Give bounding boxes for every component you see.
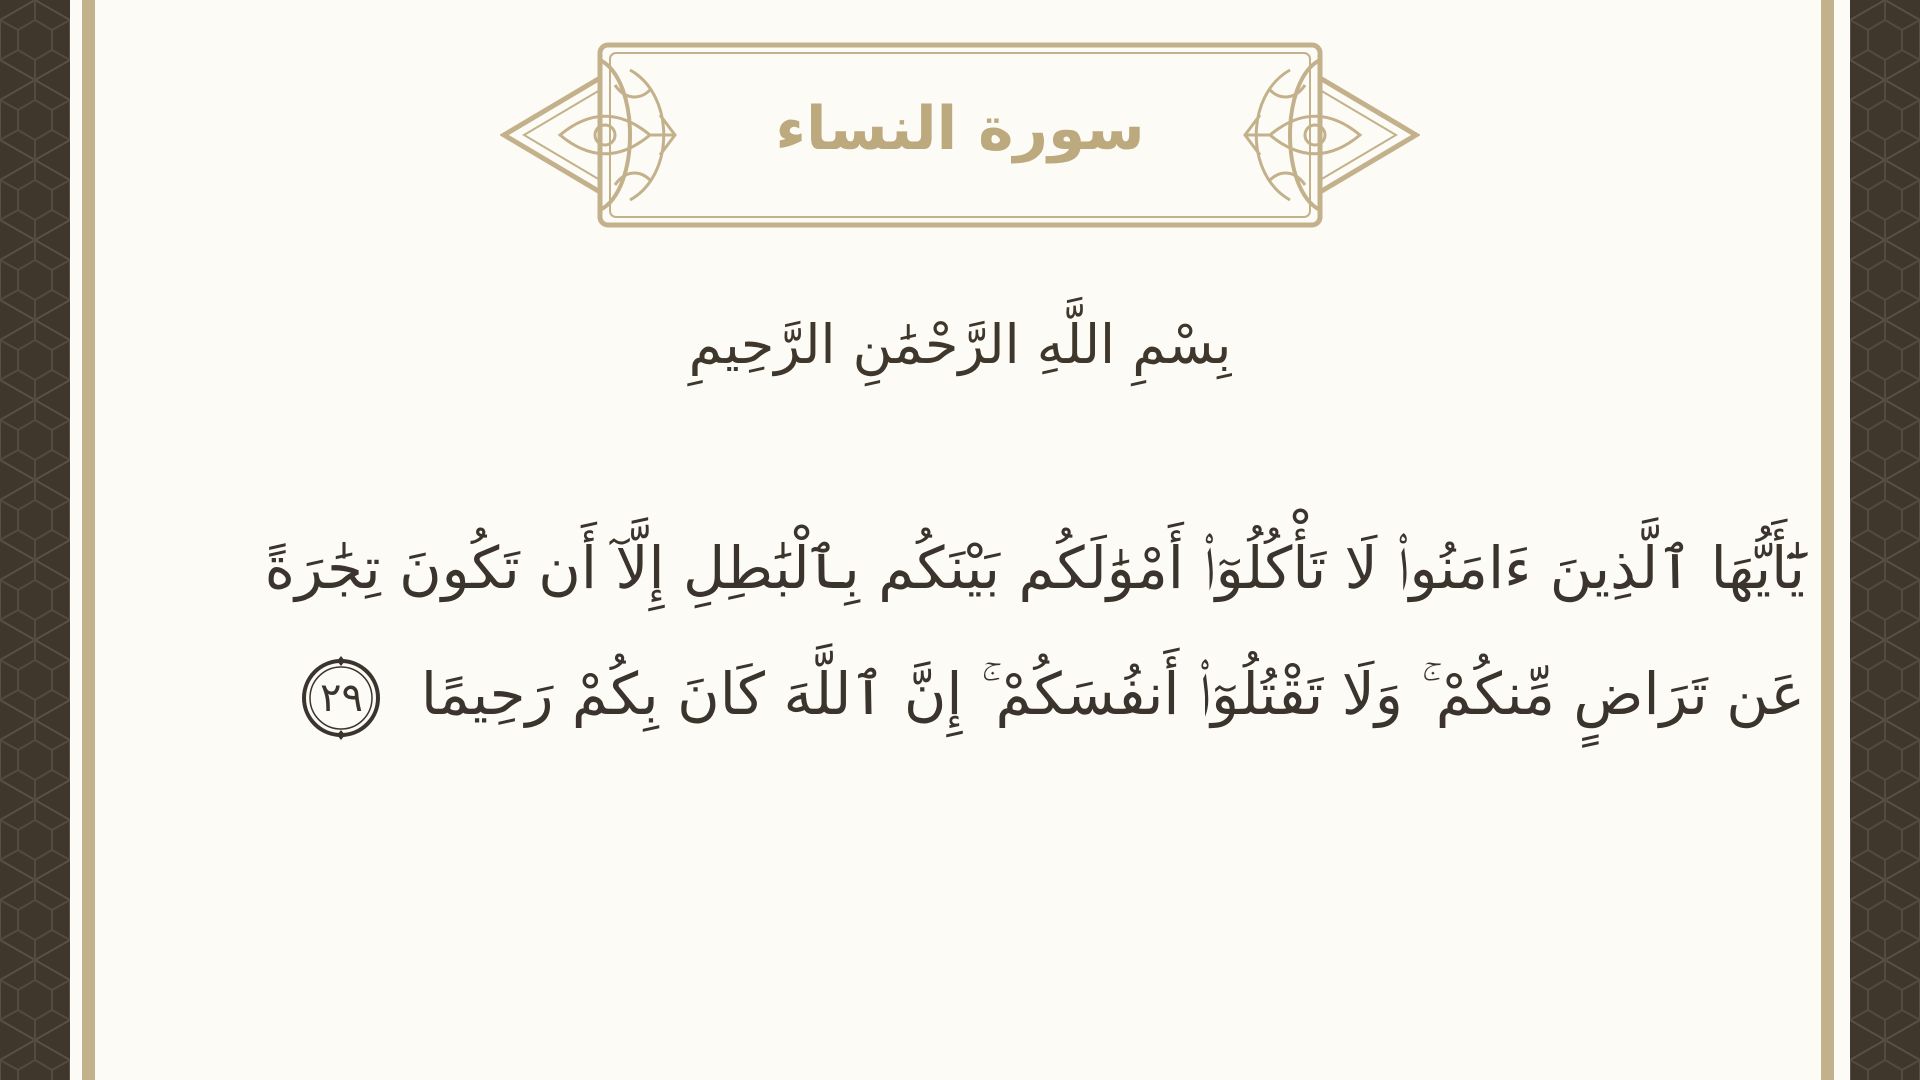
basmala: بِسْمِ اللَّهِ الرَّحْمَٰنِ الرَّحِيمِ (688, 313, 1232, 376)
left-pattern-border (0, 0, 70, 1080)
geometric-pattern-icon (0, 0, 70, 1080)
ayah-end-marker (298, 655, 384, 741)
left-gold-rule (82, 0, 95, 1080)
right-gold-rule (1821, 0, 1834, 1080)
geometric-pattern-icon (1850, 0, 1920, 1080)
right-pattern-border (1850, 0, 1920, 1080)
ayah-number: ٢٩ (320, 674, 363, 721)
verse-block (200, 505, 1805, 925)
verse-text: يَٰٓأَيُّهَا ٱلَّذِينَ ءَامَنُوا۟ لَا تَأْكُلُوٓا۟ أَمْوَٰلَكُم بَيْنَكُم بِٱلْبَٰطِلِ إِلَّآ أَن تَكُونَ تِجَٰرَةً عَن تَرَاضٍ مِّنكُمْ ۚ وَلَا تَقْتُلُوٓا۟ أَنفُسَكُمْ ۚ إِنَّ ٱللَّهَ كَانَ بِكُمْ رَحِيمًا (264, 534, 1805, 728)
surah-title: سورة النساء (775, 94, 1145, 164)
